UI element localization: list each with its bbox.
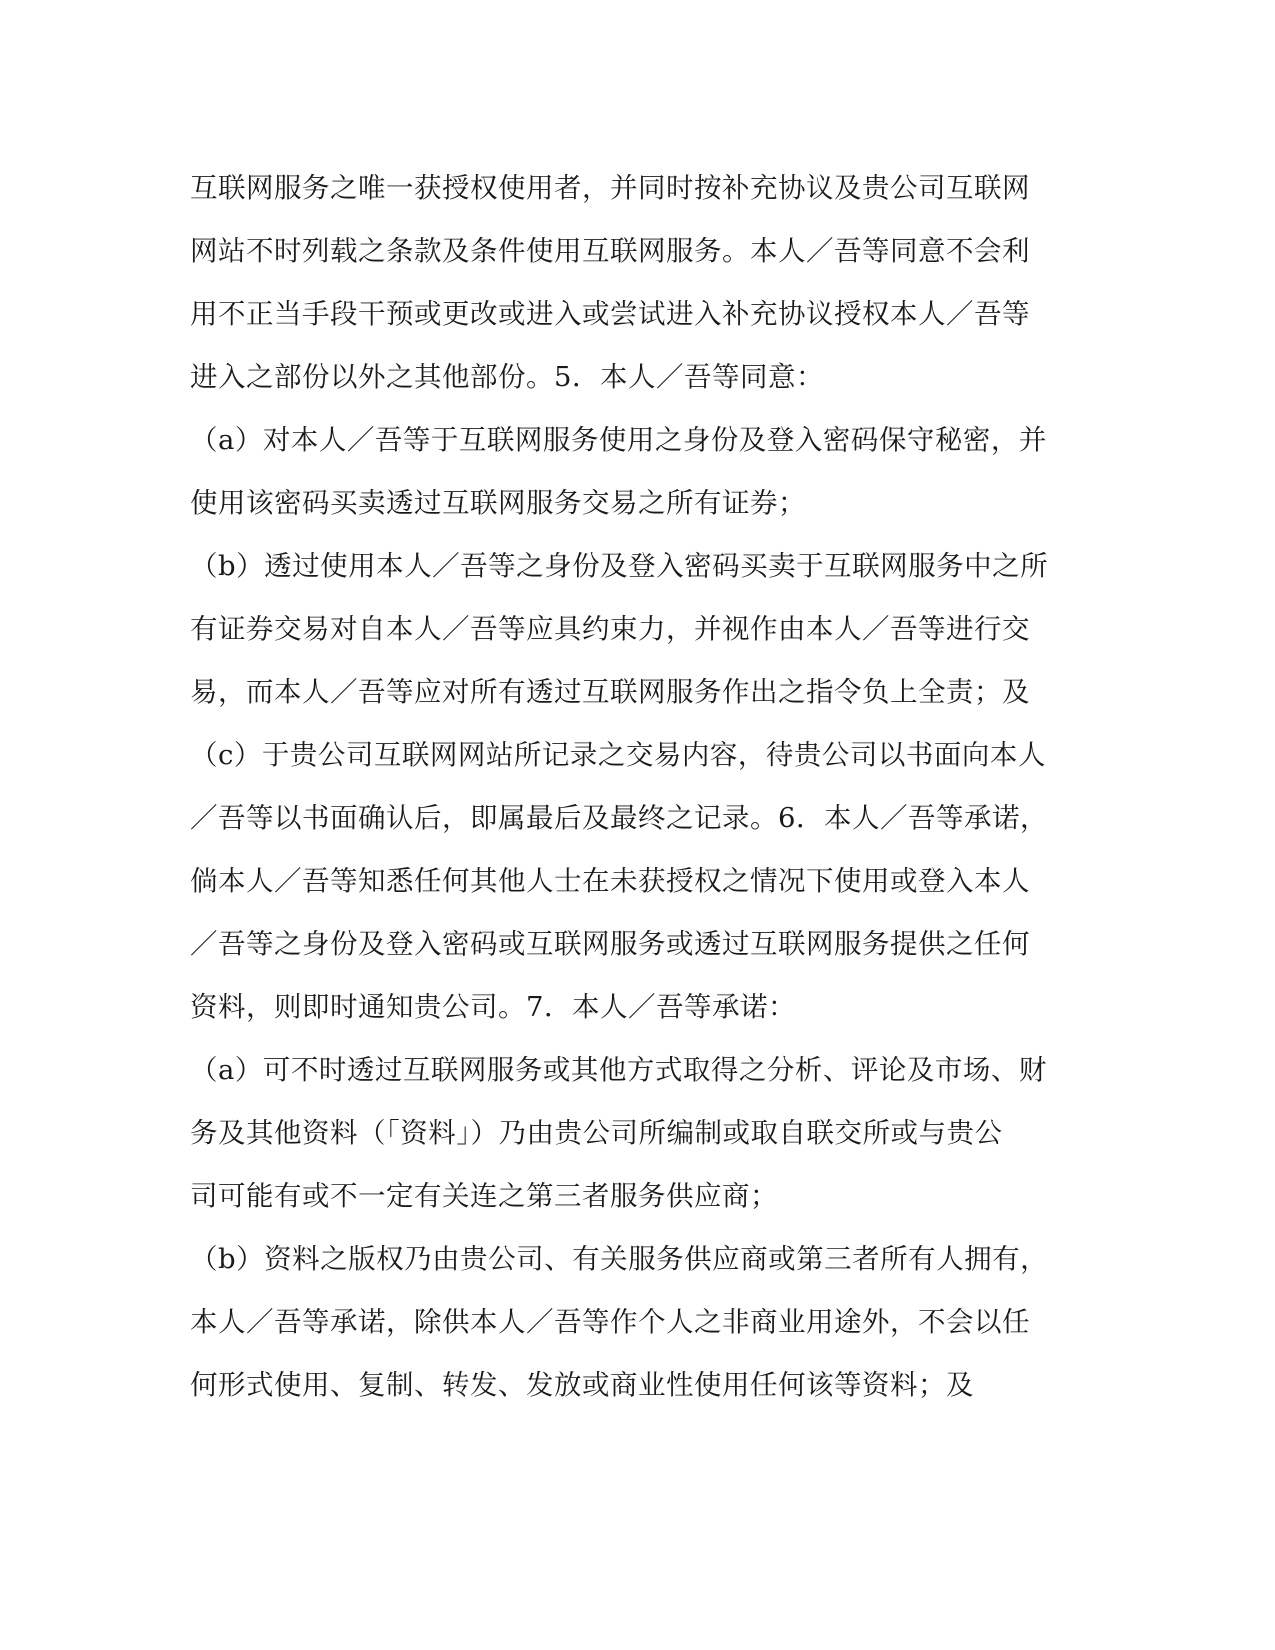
text-line: 使用该密码买卖透过互联网服务交易之所有证券； bbox=[190, 487, 806, 519]
text-line: 互联网服务之唯一获授权使用者，并同时按补充协议及贵公司互联网 bbox=[190, 172, 1030, 204]
text-line: 进入之部份以外之其他部份。5．本人／吾等同意： bbox=[190, 361, 824, 393]
text-line: 用不正当手段干预或更改或进入或尝试进入补充协议授权本人／吾等 bbox=[190, 298, 1030, 330]
text-line: ／吾等之身份及登入密码或互联网服务或透过互联网服务提供之任何 bbox=[190, 928, 1030, 960]
text-line: 有证券交易对自本人／吾等应具约束力，并视作由本人／吾等进行交 bbox=[190, 613, 1030, 645]
text-line: ／吾等以书面确认后，即属最后及最终之记录。6．本人／吾等承诺， bbox=[190, 802, 1048, 834]
text-line: 务及其他资料（「资料」）乃由贵公司所编制或取自联交所或与贵公 bbox=[190, 1117, 1003, 1149]
text-line: （a）对本人／吾等于互联网服务使用之身份及登入密码保守秘密，并 bbox=[190, 424, 1047, 456]
body-text bbox=[190, 157, 1090, 1417]
text-line: 何形式使用、复制、转发、发放或商业性使用任何该等资料；及 bbox=[190, 1369, 974, 1401]
text-line: 易，而本人／吾等应对所有透过互联网服务作出之指令负上全责；及 bbox=[190, 676, 1030, 708]
text-line: 本人／吾等承诺，除供本人／吾等作个人之非商业用途外，不会以任 bbox=[190, 1306, 1030, 1338]
text-line: 司可能有或不一定有关连之第三者服务供应商； bbox=[190, 1180, 778, 1212]
text-line: （c）于贵公司互联网网站所记录之交易内容，待贵公司以书面向本人 bbox=[190, 739, 1046, 771]
text-line: （a）可不时透过互联网服务或其他方式取得之分析、评论及市场、财 bbox=[190, 1054, 1047, 1086]
text-line: 倘本人／吾等知悉任何其他人士在未获授权之情况下使用或登入本人 bbox=[190, 865, 1030, 897]
text-line: 网站不时列载之条款及条件使用互联网服务。本人／吾等同意不会利 bbox=[190, 235, 1030, 267]
text-line: 资料，则即时通知贵公司。7．本人／吾等承诺： bbox=[190, 991, 796, 1023]
text-line: （b）透过使用本人／吾等之身份及登入密码买卖于互联网服务中之所 bbox=[190, 550, 1049, 582]
text-line: （b）资料之版权乃由贵公司、有关服务供应商或第三者所有人拥有， bbox=[190, 1243, 1049, 1275]
